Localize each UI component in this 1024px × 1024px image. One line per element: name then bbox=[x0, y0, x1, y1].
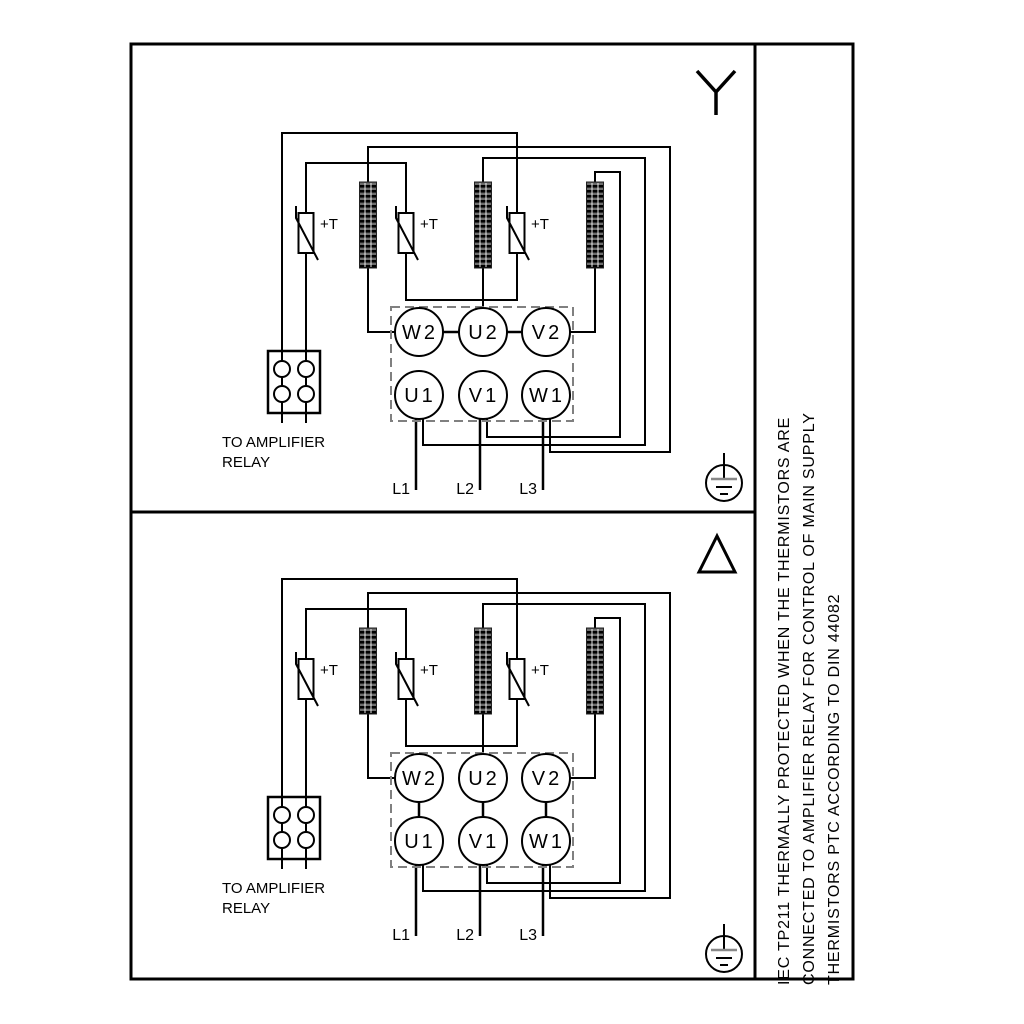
terminal-w1 bbox=[522, 371, 570, 419]
amplifier-relay-terminal-block bbox=[222, 797, 325, 917]
motor-winding-coil-2 bbox=[475, 182, 492, 268]
terminal-u2 bbox=[459, 308, 507, 356]
terminal-v1 bbox=[459, 371, 507, 419]
terminal-label: V1 bbox=[468, 385, 500, 407]
terminal-label: V2 bbox=[531, 768, 563, 790]
coil-body bbox=[360, 628, 377, 714]
terminal-label: W2 bbox=[402, 322, 438, 344]
terminal-label: V2 bbox=[531, 322, 563, 344]
thermistor-label: +T bbox=[320, 662, 338, 679]
thermistor-label: +T bbox=[531, 216, 549, 233]
terminal-label: U1 bbox=[404, 831, 436, 853]
motor-winding-coil-3 bbox=[587, 182, 604, 268]
star-symbol-stroke bbox=[697, 71, 735, 115]
ptc-thermistor-2 bbox=[396, 206, 438, 260]
terminal-label: W1 bbox=[529, 831, 565, 853]
coil-body bbox=[475, 182, 492, 268]
supply-label-l1: L1 bbox=[392, 927, 410, 944]
delta-symbol-icon bbox=[699, 536, 735, 572]
terminal-v1 bbox=[459, 817, 507, 865]
motor-winding-coil-2 bbox=[475, 628, 492, 714]
relay-caption-line1: TO AMPLIFIER bbox=[222, 880, 326, 897]
relay-box bbox=[268, 351, 320, 413]
relay-contact-1 bbox=[274, 807, 290, 823]
supply-label-l2: L2 bbox=[456, 481, 474, 498]
relay-contact-2 bbox=[298, 807, 314, 823]
thermistor-label: +T bbox=[531, 662, 549, 679]
ptc-thermistor-2 bbox=[396, 652, 438, 706]
star-symbol-icon bbox=[697, 71, 735, 115]
relay-caption-line2: RELAY bbox=[222, 900, 271, 917]
terminal-v2 bbox=[522, 308, 570, 356]
relay-caption-line2: RELAY bbox=[222, 454, 271, 471]
delta-symbol-shape bbox=[699, 536, 735, 572]
terminal-label: V1 bbox=[468, 831, 500, 853]
coil-body bbox=[587, 182, 604, 268]
motor-winding-coil-3 bbox=[587, 628, 604, 714]
terminal-u1 bbox=[395, 371, 443, 419]
terminal-label: U2 bbox=[468, 768, 500, 790]
relay-contact-2 bbox=[298, 361, 314, 377]
terminal-w1 bbox=[522, 817, 570, 865]
thermistor-label: +T bbox=[320, 216, 338, 233]
ptc-thermistor-1 bbox=[296, 206, 338, 260]
side-note-line-1: IEC TP211 THERMALLY PROTECTED WHEN THE THERMISTORS ARE bbox=[776, 416, 793, 985]
ptc-thermistor-3 bbox=[507, 206, 549, 260]
motor-winding-coil-1 bbox=[360, 628, 377, 714]
earth-ground-icon bbox=[706, 924, 742, 972]
delta-connection-panel bbox=[222, 536, 742, 972]
relay-contact-3 bbox=[274, 386, 290, 402]
ptc-thermistor-3 bbox=[507, 652, 549, 706]
terminal-label: U1 bbox=[404, 385, 436, 407]
supply-label-l3: L3 bbox=[519, 927, 537, 944]
terminal-w2 bbox=[395, 754, 443, 802]
relay-box bbox=[268, 797, 320, 859]
coil-body bbox=[360, 182, 377, 268]
relay-caption-line1: TO AMPLIFIER bbox=[222, 434, 326, 451]
terminal-label: W1 bbox=[529, 385, 565, 407]
motor-winding-coil-1 bbox=[360, 182, 377, 268]
supply-label-l2: L2 bbox=[456, 927, 474, 944]
terminal-w2 bbox=[395, 308, 443, 356]
thermistor-label: +T bbox=[420, 662, 438, 679]
terminal-u2 bbox=[459, 754, 507, 802]
side-note-line-3: THERMISTORS PTC ACCORDING TO DIN 44082 bbox=[826, 593, 843, 985]
terminal-label: W2 bbox=[402, 768, 438, 790]
relay-contact-1 bbox=[274, 361, 290, 377]
relay-contact-4 bbox=[298, 386, 314, 402]
supply-label-l1: L1 bbox=[392, 481, 410, 498]
relay-contact-4 bbox=[298, 832, 314, 848]
thermistor-label: +T bbox=[420, 216, 438, 233]
side-note-column bbox=[776, 412, 843, 985]
relay-contact-3 bbox=[274, 832, 290, 848]
supply-label-l3: L3 bbox=[519, 481, 537, 498]
terminal-label: U2 bbox=[468, 322, 500, 344]
side-note-line-2: CONNECTED TO AMPLIFIER RELAY FOR CONTROL OF MAIN SUPPLY bbox=[801, 412, 818, 985]
ptc-thermistor-1 bbox=[296, 652, 338, 706]
amplifier-relay-terminal-block bbox=[222, 351, 325, 471]
earth-ground-icon bbox=[706, 453, 742, 501]
terminal-u1 bbox=[395, 817, 443, 865]
terminal-v2 bbox=[522, 754, 570, 802]
star-connection-panel bbox=[222, 71, 742, 501]
coil-body bbox=[587, 628, 604, 714]
coil-body bbox=[475, 628, 492, 714]
